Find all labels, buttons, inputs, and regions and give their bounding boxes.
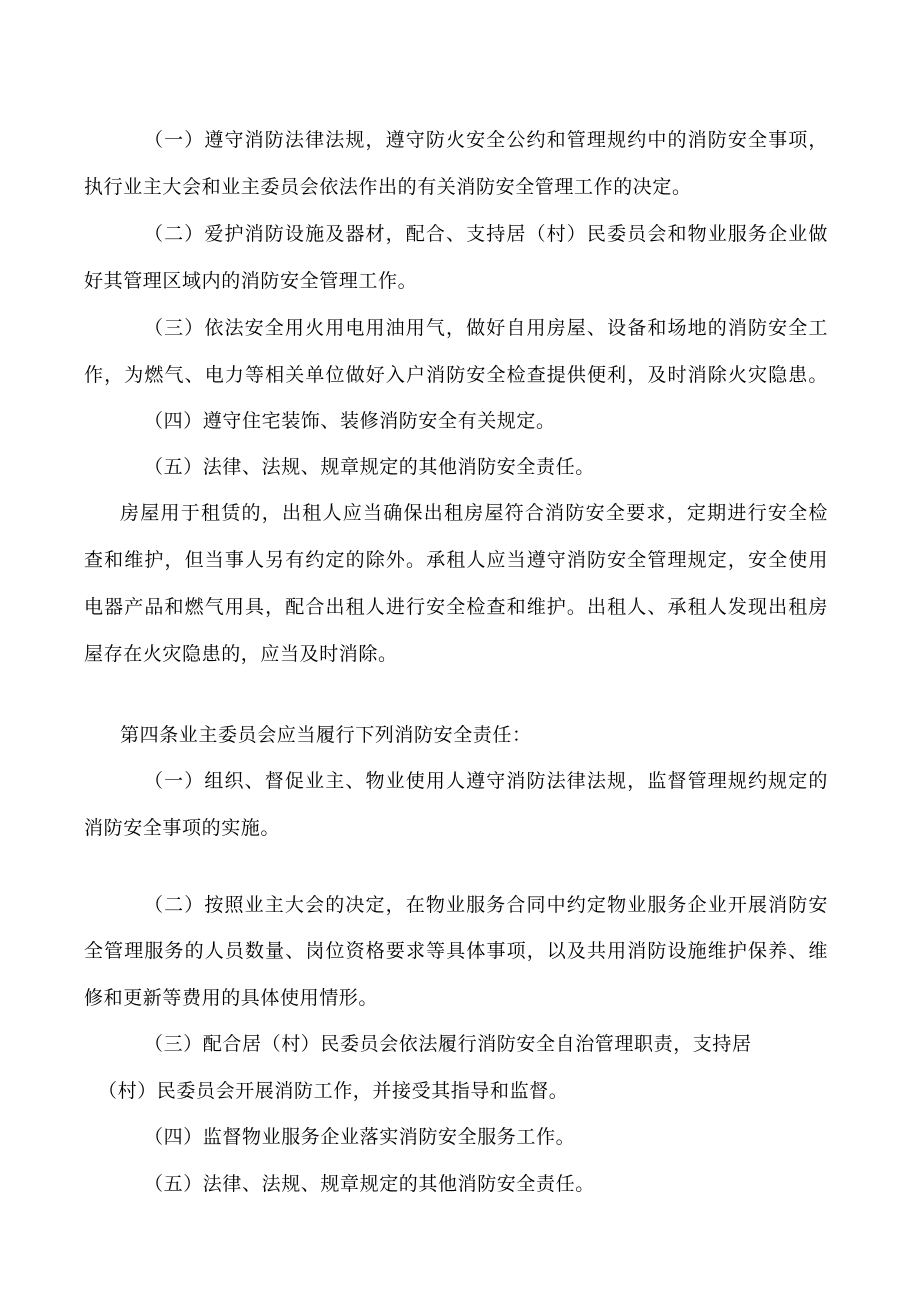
- text-line: 全管理服务的人员数量、岗位资格要求等具体事项，以及共用消防设施维护保养、维: [84, 940, 828, 962]
- text-line: （四）监督物业服务企业落实消防安全服务工作。: [144, 1126, 576, 1148]
- text-line: （三）配合居（村）民委员会依法履行消防安全自治管理职责，支持居: [144, 1033, 752, 1055]
- text-line: （二）爱护消防设施及器材，配合、支持居（村）民委员会和物业服务企业做: [144, 223, 828, 245]
- section-heading: 第四条业主委员会应当履行下列消防安全责任：: [120, 724, 532, 746]
- text-line: （四）遵守住宅装饰、装修消防安全有关规定。: [144, 410, 556, 432]
- text-line: （一）遵守消防法律法规，遵守防火安全公约和管理规约中的消防安全事项，: [144, 129, 828, 151]
- text-line: （二）按照业主大会的决定，在物业服务合同中约定物业服务企业开展消防安: [144, 894, 828, 916]
- text-line: （一）组织、督促业主、物业使用人遵守消防法律法规，监督管理规约规定的: [144, 770, 828, 792]
- text-line: （村）民委员会开展消防工作，并接受其指导和监督。: [98, 1080, 569, 1102]
- text-line: （三）依法安全用火用电用油用气，做好自用房屋、设备和场地的消防安全工: [144, 317, 828, 339]
- text-line: （五）法律、法规、规章规定的其他消防安全责任。: [144, 1173, 595, 1195]
- text-line: （五）法律、法规、规章规定的其他消防安全责任。: [144, 456, 595, 478]
- text-line: 好其管理区域内的消防安全管理工作。: [84, 270, 418, 292]
- text-line: 查和维护，但当事人另有约定的除外。承租人应当遵守消防安全管理规定，安全使用: [84, 549, 828, 571]
- text-line: 屋存在火灾隐患的，应当及时消除。: [84, 643, 398, 665]
- text-line: 消防安全事项的实施。: [84, 817, 281, 839]
- text-line: 房屋用于租赁的，出租人应当确保出租房屋符合消防安全要求，定期进行安全检: [120, 502, 828, 524]
- text-line: 电器产品和燃气用具，配合出租人进行安全检查和维护。出租人、承租人发现出租房: [84, 596, 828, 618]
- text-line: 作，为燃气、电力等相关单位做好入户消防安全检查提供便利，及时消除火灾隐患。: [84, 364, 828, 386]
- text-line: 执行业主大会和业主委员会依法作出的有关消防安全管理工作的决定。: [84, 176, 692, 198]
- text-line: 修和更新等费用的具体使用情形。: [84, 987, 379, 1009]
